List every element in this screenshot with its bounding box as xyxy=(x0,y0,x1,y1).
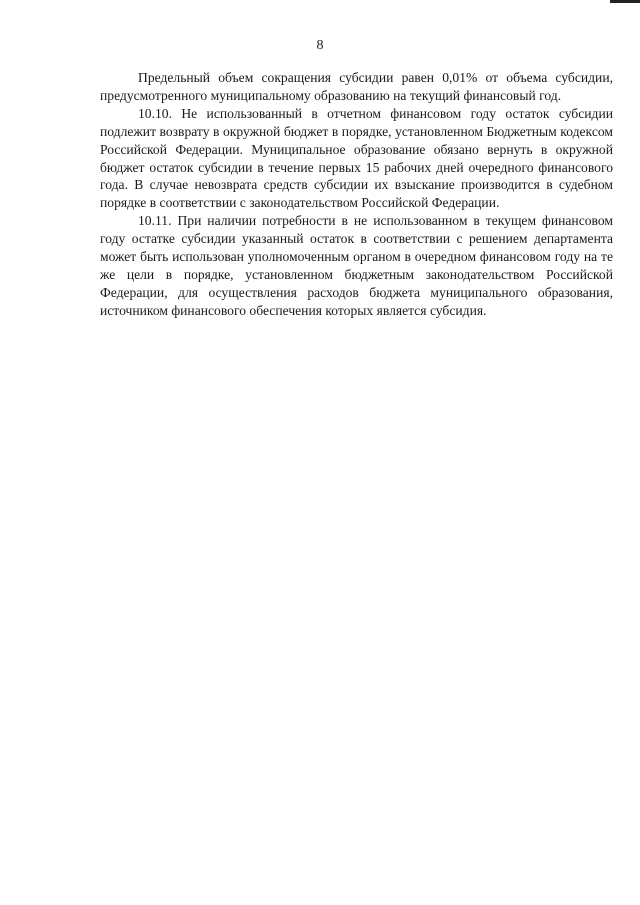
paragraph-10-10: 10.10. Не использованный в отчетном финансовом году остаток субсидии подлежит возврату в окружной бюджет в порядке, установленном Бюджетным кодексом Российской Федерации. Муниципальное образование обязано вернуть в окружной бюджет остаток субсидии в течение первых 15 рабочих дней очередного финансового года. В случае невозврата средств субсидии их взыскание производится в судебном порядке в соответствии с законодательством Российской Федерации. xyxy=(100,105,613,211)
page-number: 8 xyxy=(316,38,324,53)
paragraph-10-11: 10.11. При наличии потребности в не использованном в текущем финансовом году остатке субсидии указанный остаток в соответствии с решением департамента может быть использован уполномоченным органом в очередном финансовом году на те же цели в порядке, установленном бюджетным законодательством Российской Федерации, для осуществления расходов бюджета муниципального образования, источником финансового обеспечения которых является субсидия. xyxy=(100,213,613,318)
document-body xyxy=(100,69,613,320)
scan-corner-mark xyxy=(610,0,640,3)
paragraph-subsidy-reduction-limit: Предельный объем сокращения субсидии равен 0,01% от объема субсидии, предусмотренного муниципальному образованию на текущий финансовый год. xyxy=(100,70,613,103)
